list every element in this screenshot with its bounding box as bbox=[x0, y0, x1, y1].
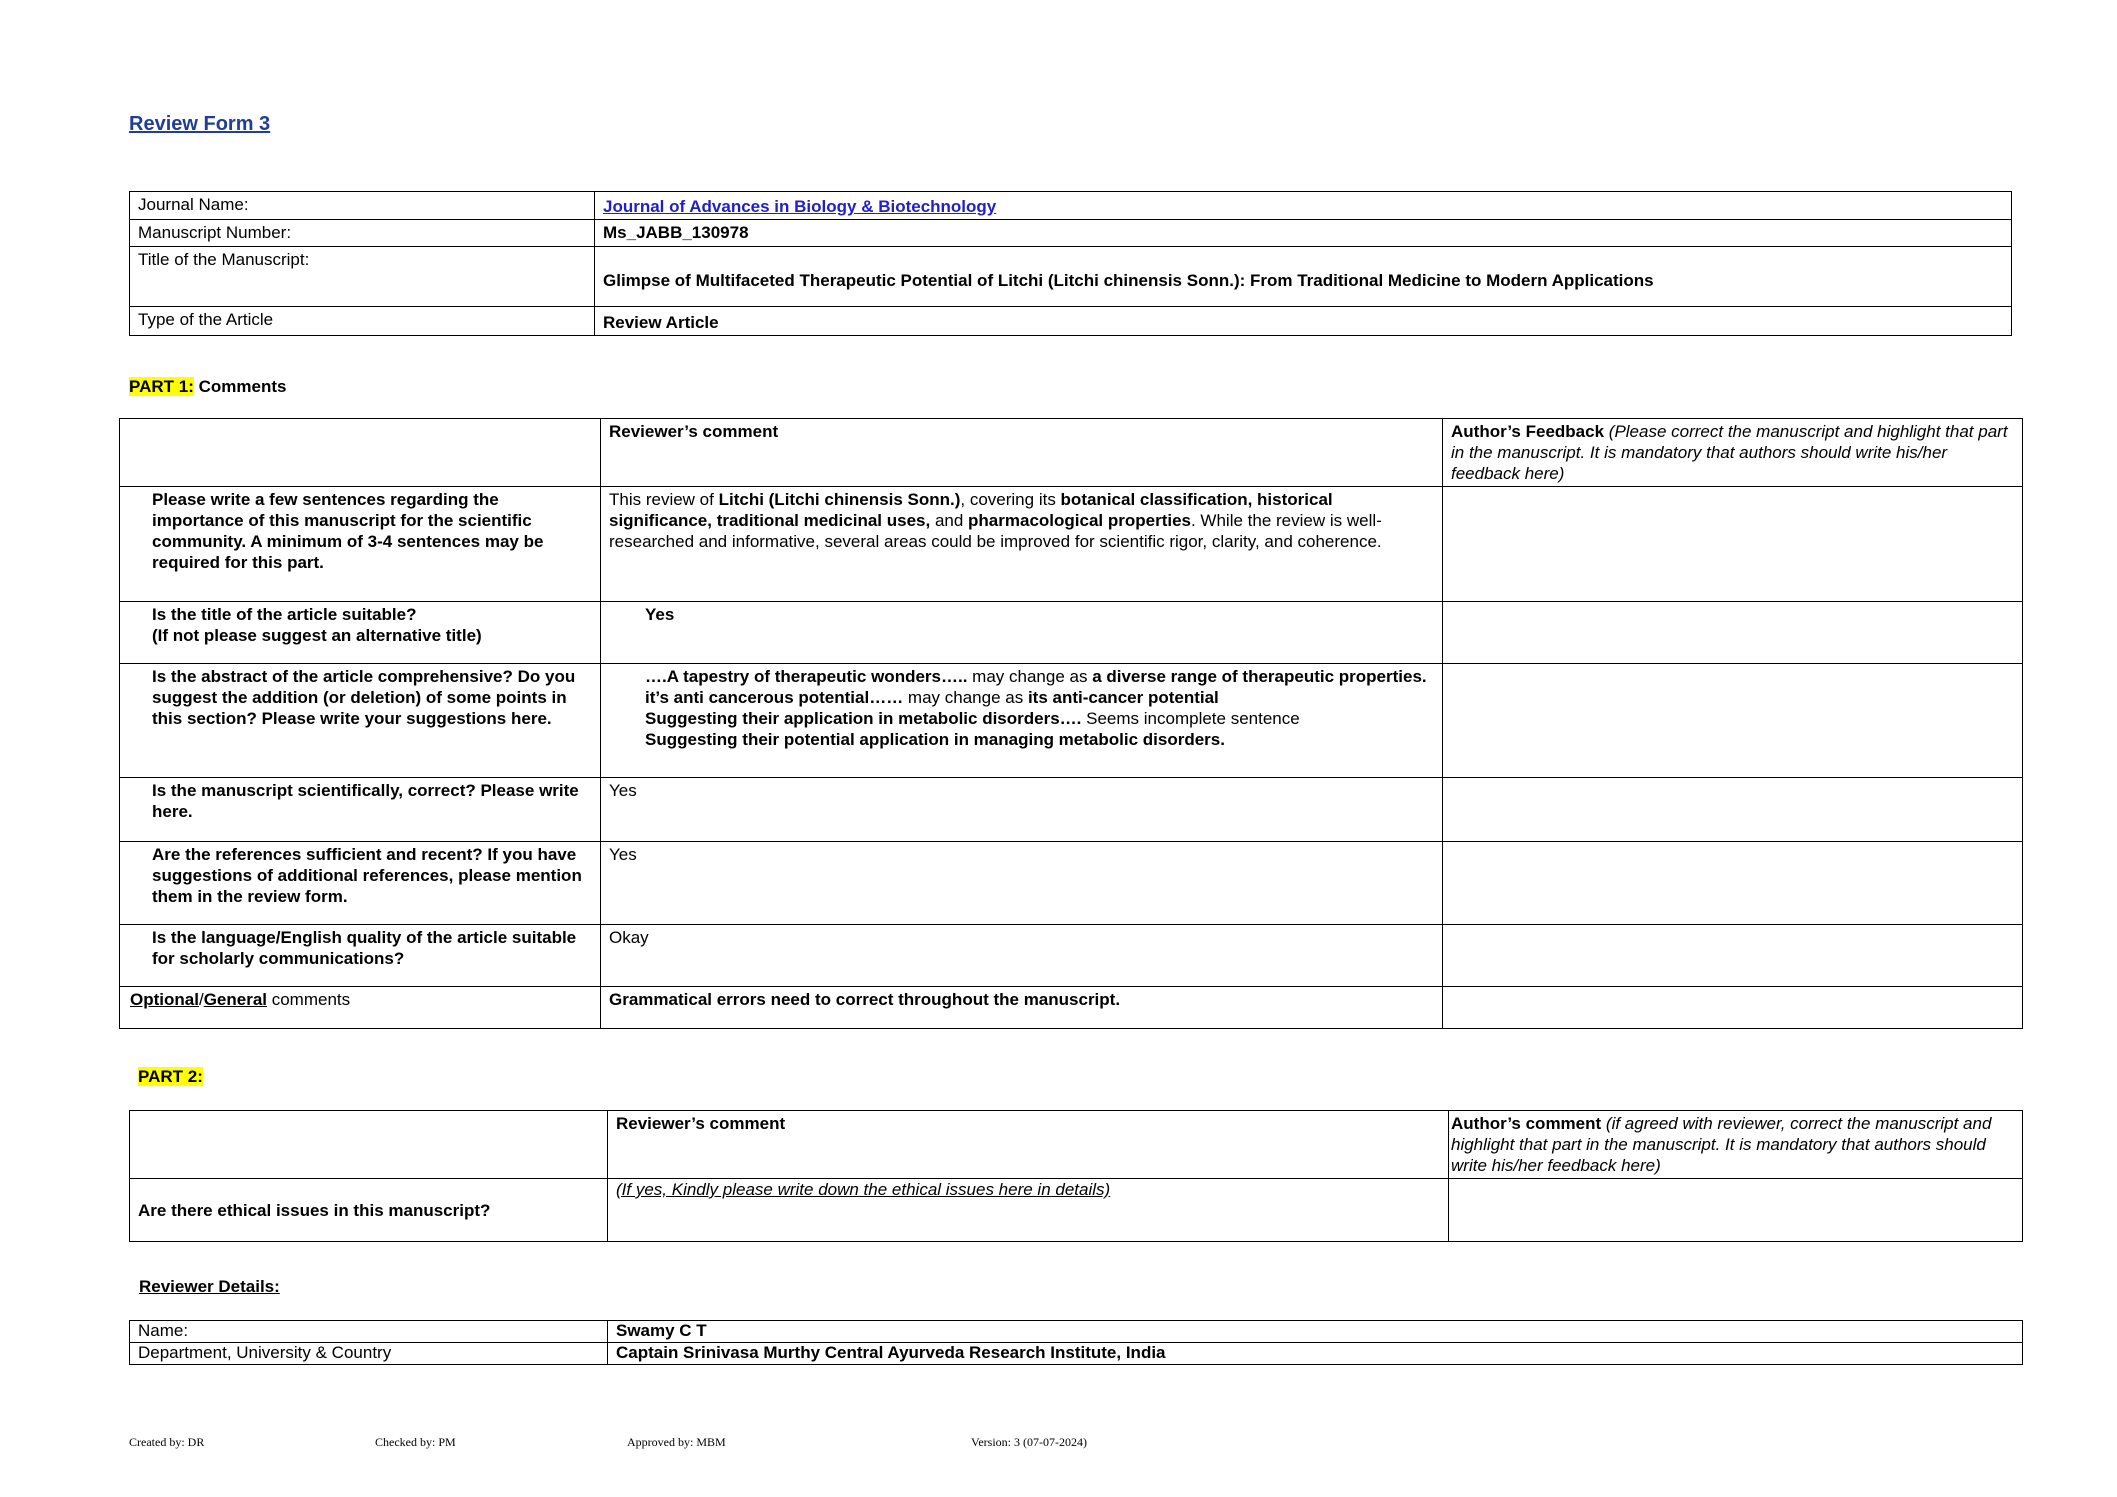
form-title: Review Form 3 bbox=[129, 113, 271, 135]
footer-created: Created by: DR bbox=[129, 1435, 205, 1449]
article-type-row bbox=[130, 307, 2012, 336]
journal-name-row bbox=[130, 192, 2012, 220]
question-language: Is the language/English quality of the article suitable for scholarly communications? bbox=[120, 925, 601, 987]
article-type-value: Review Article bbox=[595, 307, 2012, 336]
reviewer-dept-label: Department, University & Country bbox=[130, 1343, 608, 1365]
abstract-suggestion-1 bbox=[645, 666, 1434, 687]
part2-header-author-bold: Author’s comment bbox=[1451, 1114, 1602, 1133]
reviewer-name-label: Name: bbox=[130, 1321, 608, 1343]
feedback-importance[interactable] bbox=[1443, 487, 2023, 602]
abstract-s2-connector: may change as bbox=[903, 688, 1028, 707]
answer-title: Yes bbox=[601, 602, 1443, 664]
part2-header-empty bbox=[130, 1111, 608, 1179]
answer-language: Okay bbox=[601, 925, 1443, 987]
footer-checked: Checked by: PM bbox=[375, 1435, 456, 1449]
answer-importance-text-4: botanical classification, historical significance, traditional medicinal uses, bbox=[609, 490, 1333, 530]
question-title-line2: (If not please suggest an alternative title) bbox=[152, 626, 482, 645]
part2-ethics-table bbox=[129, 1110, 2023, 1242]
manuscript-number-label: Manuscript Number: bbox=[130, 220, 595, 247]
part2-label: PART 2: bbox=[138, 1067, 203, 1086]
part1-comments-table bbox=[119, 418, 2023, 1029]
optional-label-slash: / bbox=[198, 990, 204, 1009]
part1-label: PART 1: bbox=[129, 377, 194, 396]
journal-name-cell bbox=[595, 192, 2012, 220]
row-title bbox=[120, 602, 2023, 664]
reviewer-details-table bbox=[129, 1320, 2023, 1365]
part1-header-author-bold: Author’s Feedback bbox=[1451, 422, 1605, 441]
row-references bbox=[120, 842, 2023, 925]
reviewer-dept-value: Captain Srinivasa Murthy Central Ayurveda Research Institute, India bbox=[608, 1343, 2023, 1365]
optional-label-rest: comments bbox=[267, 990, 351, 1009]
journal-name-label: Journal Name: bbox=[130, 192, 595, 220]
question-references: Are the references sufficient and recent? If you have suggestions of additional references, please mention them in the review form. bbox=[120, 842, 601, 925]
question-ethics: Are there ethical issues in this manuscript? bbox=[130, 1179, 608, 1242]
question-abstract: Is the abstract of the article comprehensive? Do you suggest the addition (or deletion) of some points in this section? Please write your suggestions here. bbox=[120, 664, 601, 778]
feedback-abstract[interactable] bbox=[1443, 664, 2023, 778]
part2-header-reviewer: Reviewer’s comment bbox=[608, 1111, 1449, 1179]
manuscript-title-label: Title of the Manuscript: bbox=[130, 247, 595, 307]
feedback-references[interactable] bbox=[1443, 842, 2023, 925]
question-title bbox=[120, 602, 601, 664]
abstract-s2-original: it’s anti cancerous potential…… bbox=[645, 688, 904, 707]
optional-label-general: General bbox=[203, 990, 267, 1009]
part2-header-row bbox=[130, 1111, 2023, 1179]
manuscript-info-table bbox=[129, 191, 2012, 336]
question-scientific: Is the manuscript scientifically, correct? Please write here. bbox=[120, 778, 601, 842]
answer-importance-text-3: , covering its bbox=[960, 490, 1061, 509]
optional-label-optional: Optional bbox=[130, 990, 199, 1009]
question-title-line1: Is the title of the article suitable? bbox=[152, 605, 417, 624]
row-abstract bbox=[120, 664, 2023, 778]
answer-importance bbox=[601, 487, 1443, 602]
reviewer-dept-row bbox=[130, 1343, 2023, 1365]
part1-header-reviewer: Reviewer’s comment bbox=[601, 419, 1443, 487]
reviewer-details-heading: Reviewer Details: bbox=[139, 1277, 280, 1296]
footer-approved: Approved by: MBM bbox=[627, 1435, 726, 1449]
abstract-s1-original: ….A tapestry of therapeutic wonders….. bbox=[645, 667, 968, 686]
journal-name-link[interactable]: Journal of Advances in Biology & Biotechnology bbox=[603, 197, 997, 216]
optional-general-label bbox=[120, 987, 601, 1029]
answer-references: Yes bbox=[601, 842, 1443, 925]
part2-heading bbox=[138, 1067, 203, 1087]
part1-header-author bbox=[1443, 419, 2023, 487]
feedback-title[interactable] bbox=[1443, 602, 2023, 664]
row-scientific bbox=[120, 778, 2023, 842]
article-type-label: Type of the Article bbox=[130, 307, 595, 336]
reviewer-name-value: Swamy C T bbox=[608, 1321, 2023, 1343]
manuscript-number-row bbox=[130, 220, 2012, 247]
abstract-s1-proposed: a diverse range of therapeutic properties. bbox=[1092, 667, 1427, 686]
row-ethics bbox=[130, 1179, 2023, 1242]
abstract-s3-original: Suggesting their application in metabolic disorders…. bbox=[645, 709, 1082, 728]
answer-scientific: Yes bbox=[601, 778, 1443, 842]
answer-abstract bbox=[601, 664, 1443, 778]
manuscript-number-value: Ms_JABB_130978 bbox=[595, 220, 2012, 247]
part1-header-empty bbox=[120, 419, 601, 487]
feedback-scientific[interactable] bbox=[1443, 778, 2023, 842]
manuscript-title-row bbox=[130, 247, 2012, 307]
answer-importance-text-2: Litchi (Litchi chinensis Sonn.) bbox=[718, 490, 961, 509]
manuscript-title-value: Glimpse of Multifaceted Therapeutic Potential of Litchi (Litchi chinensis Sonn.): From Traditional Medicine to Modern Applications bbox=[595, 247, 2012, 307]
abstract-suggestion-4: Suggesting their potential application in managing metabolic disorders. bbox=[645, 730, 1225, 749]
abstract-s2-proposed: its anti-cancer potential bbox=[1027, 688, 1219, 707]
abstract-suggestion-3 bbox=[645, 708, 1434, 729]
footer-version: Version: 3 (07-07-2024) bbox=[971, 1435, 1087, 1449]
reviewer-name-row bbox=[130, 1321, 2023, 1343]
part1-header-author-note: (Please correct the manuscript and highlight that part in the manuscript. It is mandatory that authors should write his/her feedback here) bbox=[1451, 422, 2008, 483]
answer-optional: Grammatical errors need to correct throughout the manuscript. bbox=[601, 987, 1443, 1029]
feedback-language[interactable] bbox=[1443, 925, 2023, 987]
part1-label-suffix: Comments bbox=[198, 377, 287, 396]
answer-importance-text-7: . While the review is well-researched and informative, several areas could be improved for scientific rigor, clarity, and coherence. bbox=[609, 511, 1382, 551]
answer-importance-text-6: pharmacological properties bbox=[968, 511, 1191, 530]
part2-header-author bbox=[1449, 1111, 2023, 1179]
abstract-suggestion-2 bbox=[645, 687, 1434, 708]
feedback-optional[interactable] bbox=[1443, 987, 2023, 1029]
part2-header-author-note: (if agreed with reviewer, correct the manuscript and highlight that part in the manuscript. It is mandatory that authors should write his/her feedback here) bbox=[1451, 1114, 1992, 1175]
abstract-s1-connector: may change as bbox=[967, 667, 1093, 686]
feedback-ethics[interactable] bbox=[1449, 1179, 2023, 1242]
answer-importance-text-5: and bbox=[930, 511, 969, 530]
row-optional bbox=[120, 987, 2023, 1029]
question-importance: Please write a few sentences regarding the importance of this manuscript for the scientific community. A minimum of 3-4 sentences may be required for this part. bbox=[120, 487, 601, 602]
row-importance bbox=[120, 487, 2023, 602]
part1-heading bbox=[129, 377, 286, 397]
answer-ethics-hint: (If yes, Kindly please write down the ethical issues here in details) bbox=[608, 1179, 1449, 1242]
answer-importance-text-1: This review of bbox=[609, 490, 719, 509]
row-language bbox=[120, 925, 2023, 987]
abstract-s3-note: Seems incomplete sentence bbox=[1081, 709, 1300, 728]
part1-header-row bbox=[120, 419, 2023, 487]
